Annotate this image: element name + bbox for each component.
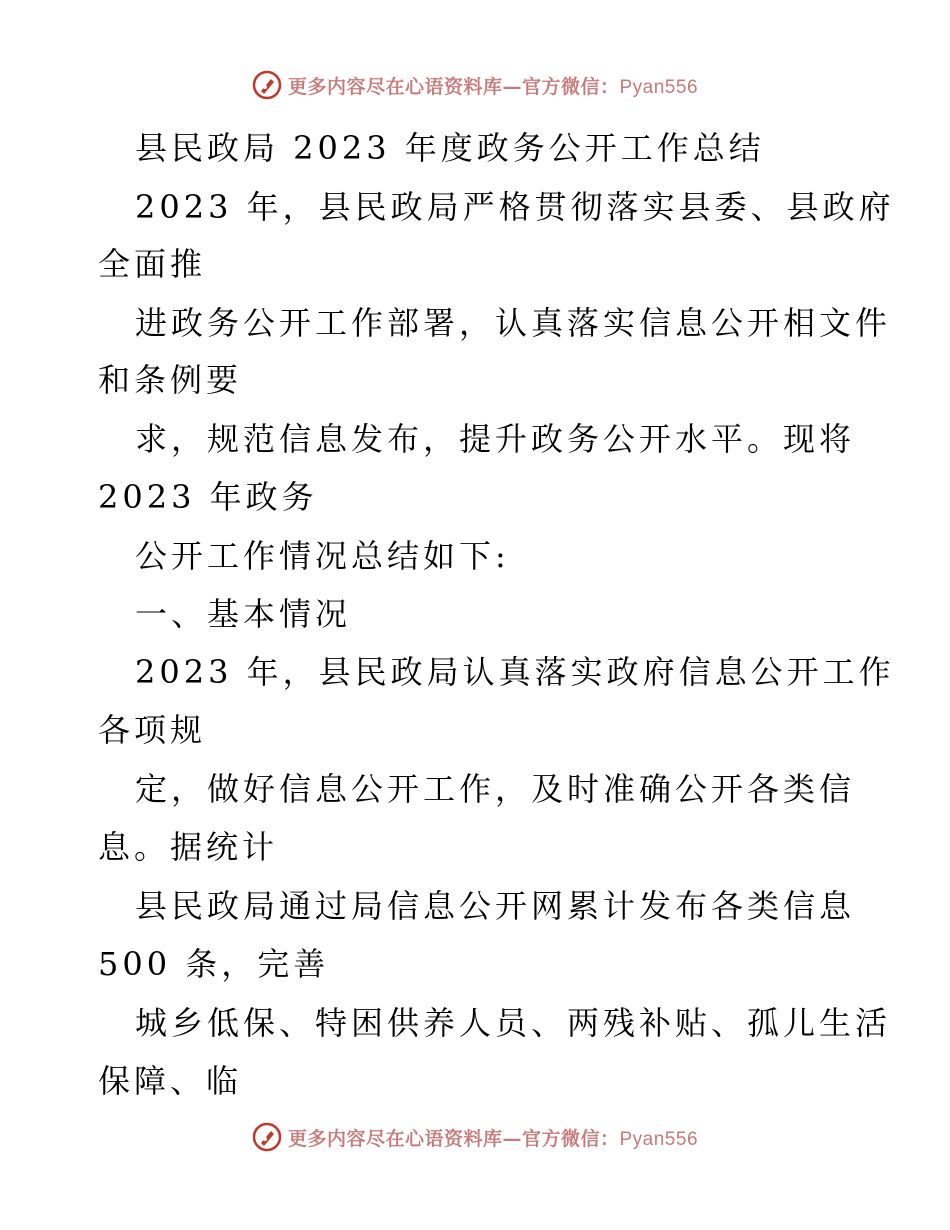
section-heading: 一、基本情况	[135, 595, 352, 633]
paragraph-line: 2023 年政务	[98, 478, 318, 516]
paragraph-line: 进政务公开工作部署，认真落实信息公开相文件	[135, 304, 892, 342]
paragraph-line: 500 条，完善	[98, 945, 330, 983]
pen-logo-icon	[252, 70, 282, 100]
document-title: 县民政局 2023 年度政务公开工作总结	[135, 129, 765, 167]
paragraph-line: 和条例要	[98, 361, 243, 399]
paragraph-line: 2023 年，县民政局严格贯彻落实县委、县政府	[135, 188, 895, 226]
paragraph-line: 城乡低保、特困供养人员、两残补贴、孤儿生活	[135, 1004, 892, 1042]
paragraph-line: 公开工作情况总结如下:	[135, 537, 510, 575]
paragraph-line: 全面推	[98, 245, 207, 283]
paragraph-line: 息。据统计	[98, 828, 279, 866]
watermark-text-cn: 更多内容尽在心语资料库—官方微信：	[287, 75, 620, 98]
watermark-text-cn: 更多内容尽在心语资料库—官方微信：	[287, 1127, 620, 1150]
header-watermark	[0, 70, 950, 100]
watermark-wechat-id: Pyan556	[619, 76, 699, 98]
footer-watermark	[0, 1122, 950, 1152]
pen-logo-icon	[252, 1122, 282, 1152]
watermark-wechat-id: Pyan556	[619, 1128, 699, 1150]
watermark-text	[288, 1124, 698, 1151]
watermark-text	[288, 72, 698, 99]
paragraph-line: 各项规	[98, 711, 207, 749]
paragraph-line: 2023 年，县民政局认真落实政府信息公开工作	[135, 653, 895, 691]
paragraph-line: 求，规范信息发布，提升政务公开水平。现将	[135, 420, 856, 458]
paragraph-line: 保障、临	[98, 1062, 243, 1100]
paragraph-line: 定，做好信息公开工作，及时准确公开各类信	[135, 770, 856, 808]
paragraph-line: 县民政局通过局信息公开网累计发布各类信息	[135, 887, 856, 925]
